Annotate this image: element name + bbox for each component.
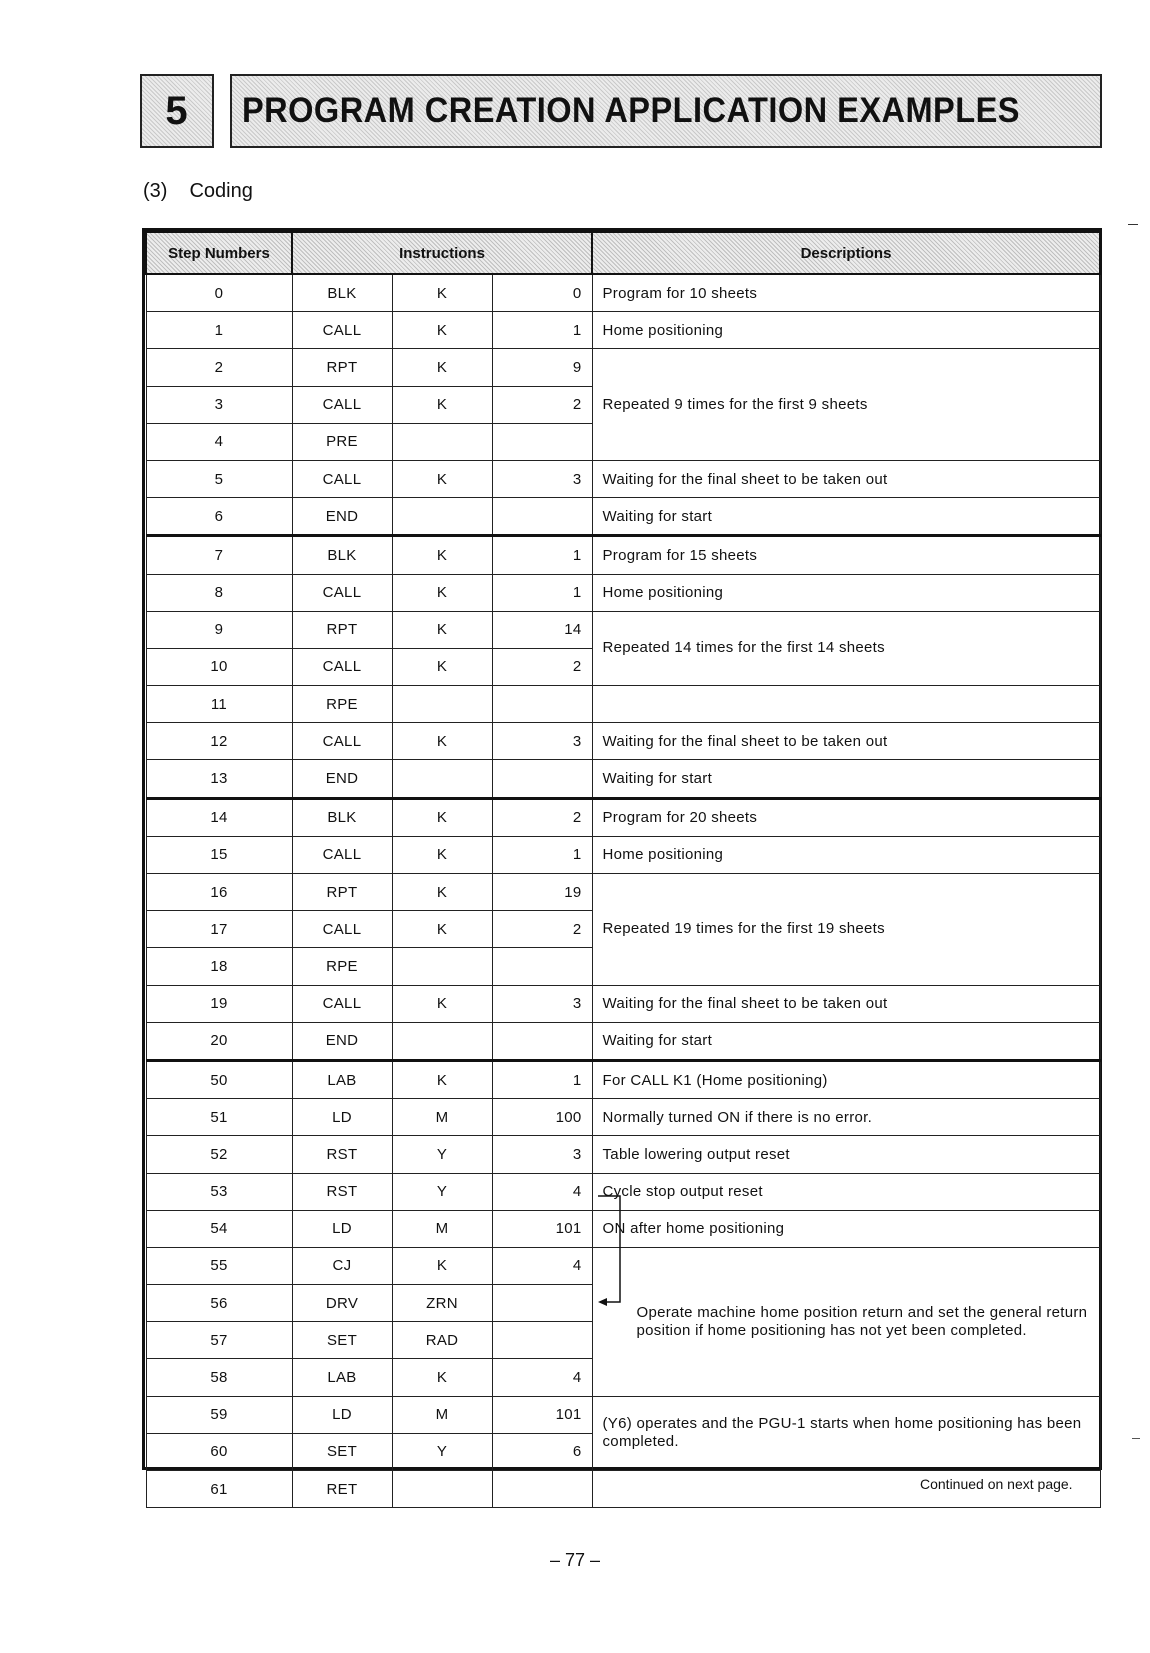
instruction-cell: CALL: [292, 911, 392, 948]
instruction-cell: SET: [292, 1433, 392, 1470]
instruction-cell: CALL: [292, 312, 392, 349]
step-number-cell: 13: [146, 760, 292, 798]
value-cell: 3: [492, 723, 592, 760]
step-number-cell: 51: [146, 1099, 292, 1136]
device-cell: K: [392, 874, 492, 911]
description-cell: Home positioning: [592, 574, 1100, 611]
margin-mark: [1132, 1438, 1140, 1439]
chapter-title-box: [230, 74, 1102, 148]
device-cell: K: [392, 386, 492, 423]
instruction-cell: RPT: [292, 349, 392, 386]
device-cell: Y: [392, 1173, 492, 1210]
description-cell: (Y6) operates and the PGU-1 starts when home positioning has been completed.: [592, 1396, 1100, 1470]
step-number-cell: 8: [146, 574, 292, 611]
value-cell: [492, 1322, 592, 1359]
step-number-cell: 0: [146, 274, 292, 312]
step-number-cell: 18: [146, 948, 292, 985]
value-cell: [492, 498, 592, 536]
step-number-cell: 6: [146, 498, 292, 536]
value-cell: [492, 948, 592, 985]
instruction-cell: CALL: [292, 574, 392, 611]
instruction-cell: RET: [292, 1471, 392, 1508]
description-cell: Program for 15 sheets: [592, 536, 1100, 574]
device-cell: M: [392, 1396, 492, 1433]
description-cell: Cycle stop output reset: [592, 1173, 1100, 1210]
instruction-cell: RST: [292, 1173, 392, 1210]
step-number-cell: 11: [146, 686, 292, 723]
step-number-cell: 5: [146, 460, 292, 497]
instruction-cell: CALL: [292, 460, 392, 497]
step-number-cell: 3: [146, 386, 292, 423]
device-cell: K: [392, 574, 492, 611]
step-number-cell: 14: [146, 798, 292, 836]
device-cell: K: [392, 723, 492, 760]
device-cell: Y: [392, 1136, 492, 1173]
step-number-cell: 2: [146, 349, 292, 386]
value-cell: 9: [492, 349, 592, 386]
value-cell: 0: [492, 274, 592, 312]
table-row: [146, 574, 1100, 611]
table-header-row: [146, 232, 1100, 274]
device-cell: ZRN: [392, 1285, 492, 1322]
step-number-cell: 7: [146, 536, 292, 574]
step-number-cell: 57: [146, 1322, 292, 1359]
step-number-cell: 54: [146, 1210, 292, 1247]
table-row: [146, 1396, 1100, 1433]
step-number-cell: 15: [146, 836, 292, 873]
value-cell: 6: [492, 1433, 592, 1470]
value-cell: 1: [492, 836, 592, 873]
instruction-cell: DRV: [292, 1285, 392, 1322]
table-row: [146, 1060, 1100, 1098]
device-cell: RAD: [392, 1322, 492, 1359]
instruction-cell: CALL: [292, 723, 392, 760]
instruction-cell: CALL: [292, 386, 392, 423]
table-row: [146, 798, 1100, 836]
step-number-cell: 17: [146, 911, 292, 948]
device-cell: K: [392, 836, 492, 873]
device-cell: [392, 1471, 492, 1508]
margin-mark: [1128, 224, 1138, 225]
device-cell: K: [392, 312, 492, 349]
instruction-cell: RPT: [292, 874, 392, 911]
instruction-cell: RPE: [292, 686, 392, 723]
value-cell: 1: [492, 1060, 592, 1098]
step-number-cell: 50: [146, 1060, 292, 1098]
description-cell: Waiting for the final sheet to be taken out: [592, 460, 1100, 497]
step-number-cell: 55: [146, 1247, 292, 1284]
instruction-cell: LD: [292, 1396, 392, 1433]
value-cell: 4: [492, 1359, 592, 1396]
device-cell: [392, 498, 492, 536]
device-cell: [392, 760, 492, 798]
device-cell: Y: [392, 1433, 492, 1470]
value-cell: 3: [492, 460, 592, 497]
value-cell: 19: [492, 874, 592, 911]
device-cell: [392, 948, 492, 985]
table-row: [146, 760, 1100, 798]
device-cell: K: [392, 1060, 492, 1098]
description-cell: Program for 20 sheets: [592, 798, 1100, 836]
instruction-cell: RPE: [292, 948, 392, 985]
step-number-cell: 52: [146, 1136, 292, 1173]
instruction-cell: CALL: [292, 836, 392, 873]
value-cell: 101: [492, 1210, 592, 1247]
value-cell: 101: [492, 1396, 592, 1433]
description-cell: Waiting for the final sheet to be taken out: [592, 723, 1100, 760]
value-cell: 2: [492, 911, 592, 948]
instruction-cell: LAB: [292, 1359, 392, 1396]
table-row: [146, 874, 1100, 911]
value-cell: 1: [492, 312, 592, 349]
table-row: [146, 985, 1100, 1022]
instruction-cell: END: [292, 1022, 392, 1060]
device-cell: M: [392, 1210, 492, 1247]
section-heading: [143, 180, 253, 203]
instruction-cell: CALL: [292, 985, 392, 1022]
step-number-cell: 19: [146, 985, 292, 1022]
table-row: [146, 836, 1100, 873]
table-row: [146, 312, 1100, 349]
instruction-cell: CALL: [292, 648, 392, 685]
device-cell: K: [392, 274, 492, 312]
value-cell: 2: [492, 648, 592, 685]
instruction-cell: RST: [292, 1136, 392, 1173]
table-row: [146, 1210, 1100, 1247]
step-number-cell: 59: [146, 1396, 292, 1433]
value-cell: [492, 760, 592, 798]
device-cell: [392, 1022, 492, 1060]
value-cell: 1: [492, 536, 592, 574]
value-cell: 4: [492, 1247, 592, 1284]
device-cell: [392, 423, 492, 460]
page-number: – 77 –: [549, 1550, 601, 1570]
table-body: [146, 274, 1100, 1508]
device-cell: K: [392, 798, 492, 836]
value-cell: 3: [492, 1136, 592, 1173]
step-number-cell: 10: [146, 648, 292, 685]
header-descriptions: Descriptions: [592, 232, 1100, 274]
value-cell: 2: [492, 798, 592, 836]
value-cell: [492, 1285, 592, 1322]
value-cell: 1: [492, 574, 592, 611]
value-cell: [492, 686, 592, 723]
header-step-numbers: Step Numbers: [146, 232, 292, 274]
description-cell: Waiting for start: [592, 498, 1100, 536]
device-cell: K: [392, 1247, 492, 1284]
section-number: (3): [143, 180, 168, 202]
value-cell: [492, 423, 592, 460]
description-cell: Normally turned ON if there is no error.: [592, 1099, 1100, 1136]
step-number-cell: 9: [146, 611, 292, 648]
table-row: [146, 1136, 1100, 1173]
device-cell: K: [392, 611, 492, 648]
step-number-cell: 16: [146, 874, 292, 911]
step-number-cell: 58: [146, 1359, 292, 1396]
chapter-title: PROGRAM CREATION APPLICATION EXAMPLES: [242, 91, 1020, 130]
description-cell: [592, 686, 1100, 723]
instruction-cell: LD: [292, 1099, 392, 1136]
table-row: [146, 498, 1100, 536]
step-number-cell: 61: [146, 1471, 292, 1508]
header-instructions: Instructions: [292, 232, 592, 274]
table-row: [146, 1022, 1100, 1060]
step-number-cell: 12: [146, 723, 292, 760]
table-row: [146, 723, 1100, 760]
instruction-cell: END: [292, 498, 392, 536]
step-number-cell: 1: [146, 312, 292, 349]
device-cell: K: [392, 648, 492, 685]
description-cell: Repeated 14 times for the first 14 sheets: [592, 611, 1100, 685]
value-cell: 3: [492, 985, 592, 1022]
table-row: [146, 349, 1100, 386]
description-cell: For CALL K1 (Home positioning): [592, 1060, 1100, 1098]
description-cell: Waiting for the final sheet to be taken out: [592, 985, 1100, 1022]
table-row: [146, 460, 1100, 497]
instruction-cell: CJ: [292, 1247, 392, 1284]
description-cell: Program for 10 sheets: [592, 274, 1100, 312]
value-cell: [492, 1022, 592, 1060]
description-cell: Waiting for start: [592, 760, 1100, 798]
description-cell: Repeated 9 times for the first 9 sheets: [592, 349, 1100, 461]
instruction-cell: LAB: [292, 1060, 392, 1098]
device-cell: K: [392, 460, 492, 497]
value-cell: 100: [492, 1099, 592, 1136]
section-title: Coding: [189, 180, 253, 202]
step-number-cell: 53: [146, 1173, 292, 1210]
table-row: [146, 1247, 1100, 1284]
device-cell: K: [392, 536, 492, 574]
step-number-cell: 20: [146, 1022, 292, 1060]
instruction-cell: BLK: [292, 274, 392, 312]
step-number-cell: 4: [146, 423, 292, 460]
instruction-cell: LD: [292, 1210, 392, 1247]
table-row: [146, 274, 1100, 312]
instruction-cell: BLK: [292, 798, 392, 836]
device-cell: K: [392, 985, 492, 1022]
instruction-cell: BLK: [292, 536, 392, 574]
value-cell: 4: [492, 1173, 592, 1210]
description-cell: Waiting for start: [592, 1022, 1100, 1060]
coding-table: [145, 231, 1101, 1508]
table-row: [146, 1173, 1100, 1210]
instruction-cell: RPT: [292, 611, 392, 648]
device-cell: K: [392, 349, 492, 386]
description-cell: ON after home positioning: [592, 1210, 1100, 1247]
table-row: [146, 1099, 1100, 1136]
device-cell: K: [392, 911, 492, 948]
table-row: [146, 536, 1100, 574]
step-number-cell: 60: [146, 1433, 292, 1470]
description-cell: Operate machine home position return and set the general return position if home positioning has not yet been completed.: [592, 1247, 1100, 1396]
description-cell: Table lowering output reset: [592, 1136, 1100, 1173]
device-cell: M: [392, 1099, 492, 1136]
instruction-cell: SET: [292, 1322, 392, 1359]
chapter-number-box: 5: [140, 74, 214, 148]
description-cell: Home positioning: [592, 836, 1100, 873]
description-cell: Home positioning: [592, 312, 1100, 349]
device-cell: [392, 686, 492, 723]
step-number-cell: 56: [146, 1285, 292, 1322]
value-cell: 2: [492, 386, 592, 423]
continued-note: Continued on next page.: [920, 1476, 1073, 1492]
instruction-cell: END: [292, 760, 392, 798]
value-cell: [492, 1471, 592, 1508]
description-cell: Repeated 19 times for the first 19 sheets: [592, 874, 1100, 986]
instruction-cell: PRE: [292, 423, 392, 460]
table-row: [146, 686, 1100, 723]
device-cell: K: [392, 1359, 492, 1396]
value-cell: 14: [492, 611, 592, 648]
table-row: [146, 611, 1100, 648]
